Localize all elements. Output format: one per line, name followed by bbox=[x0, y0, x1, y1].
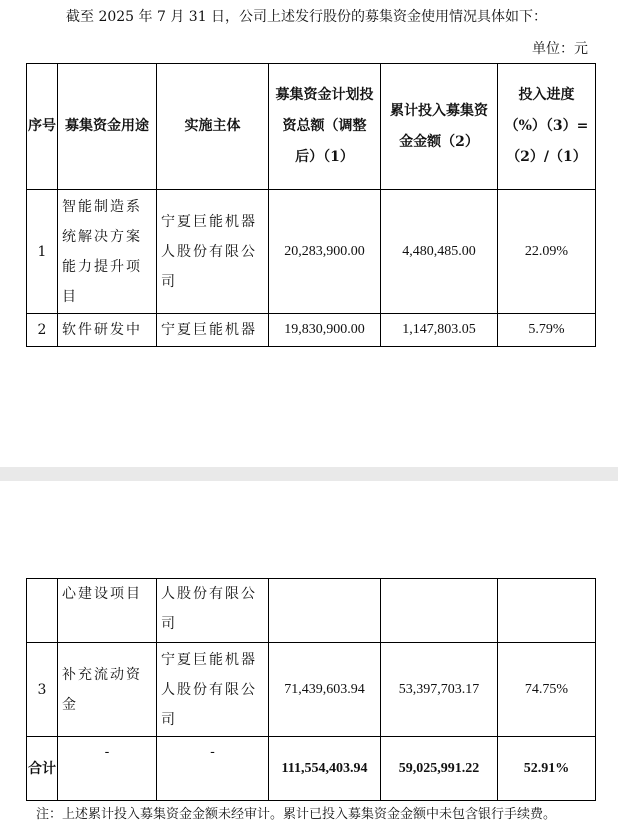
total-progress: 52.91% bbox=[498, 737, 596, 801]
cell-invested: 1,147,803.05 bbox=[381, 314, 498, 347]
cell-invested bbox=[381, 579, 498, 643]
cell-purpose: 心建设项目 bbox=[58, 579, 157, 643]
header-entity: 实施主体 bbox=[157, 64, 269, 190]
cell-progress bbox=[498, 579, 596, 643]
total-label: 合计 bbox=[27, 737, 58, 801]
page-break-gap bbox=[0, 467, 618, 481]
cell-planned: 20,283,900.00 bbox=[269, 190, 381, 314]
cell-no: 1 bbox=[27, 190, 58, 314]
total-row bbox=[27, 737, 596, 801]
table-row bbox=[27, 579, 596, 643]
cell-invested: 4,480,485.00 bbox=[381, 190, 498, 314]
cell-planned: 71,439,603.94 bbox=[269, 643, 381, 737]
total-purpose: - bbox=[58, 737, 157, 801]
cell-entity: 宁夏巨能机器 bbox=[157, 314, 269, 347]
cell-entity: 宁夏巨能机器人股份有限公司 bbox=[157, 643, 269, 737]
header-progress: 投入进度（%）（3）=（2）/（1） bbox=[498, 64, 596, 190]
intro-text: 截至 2025 年 7 月 31 日，公司上述发行股份的募集资金使用情况具体如下： bbox=[66, 9, 548, 25]
header-row bbox=[27, 64, 596, 190]
total-planned: 111,554,403.94 bbox=[269, 737, 381, 801]
footnote: 注：上述累计投入募集资金金额未经审计。累计已投入募集资金金额中未包含银行手续费。 bbox=[36, 807, 557, 822]
cell-invested: 53,397,703.17 bbox=[381, 643, 498, 737]
cell-purpose: 软件研发中 bbox=[58, 314, 157, 347]
cell-purpose: 智能制造系统解决方案能力提升项目 bbox=[58, 190, 157, 314]
cell-planned: 19,830,900.00 bbox=[269, 314, 381, 347]
table-row bbox=[27, 643, 596, 737]
cell-no: 2 bbox=[27, 314, 58, 347]
fund-usage-table-continued bbox=[26, 578, 596, 801]
cell-entity: 人股份有限公司 bbox=[157, 579, 269, 643]
header-no: 序号 bbox=[27, 64, 58, 190]
total-entity: - bbox=[157, 737, 269, 801]
cell-no: 3 bbox=[27, 643, 58, 737]
total-invested: 59,025,991.22 bbox=[381, 737, 498, 801]
cell-planned bbox=[269, 579, 381, 643]
table-row bbox=[27, 314, 596, 347]
header-purpose: 募集资金用途 bbox=[58, 64, 157, 190]
fund-usage-table bbox=[26, 63, 596, 347]
header-invested: 累计投入募集资金金额（2） bbox=[381, 64, 498, 190]
unit-label: 单位：元 bbox=[532, 41, 588, 57]
cell-purpose: 补充流动资金 bbox=[58, 643, 157, 737]
cell-progress: 74.75% bbox=[498, 643, 596, 737]
table-row bbox=[27, 190, 596, 314]
cell-no bbox=[27, 579, 58, 643]
header-planned: 募集资金计划投资总额（调整后）（1） bbox=[269, 64, 381, 190]
cell-entity: 宁夏巨能机器人股份有限公司 bbox=[157, 190, 269, 314]
cell-progress: 22.09% bbox=[498, 190, 596, 314]
cell-progress: 5.79% bbox=[498, 314, 596, 347]
